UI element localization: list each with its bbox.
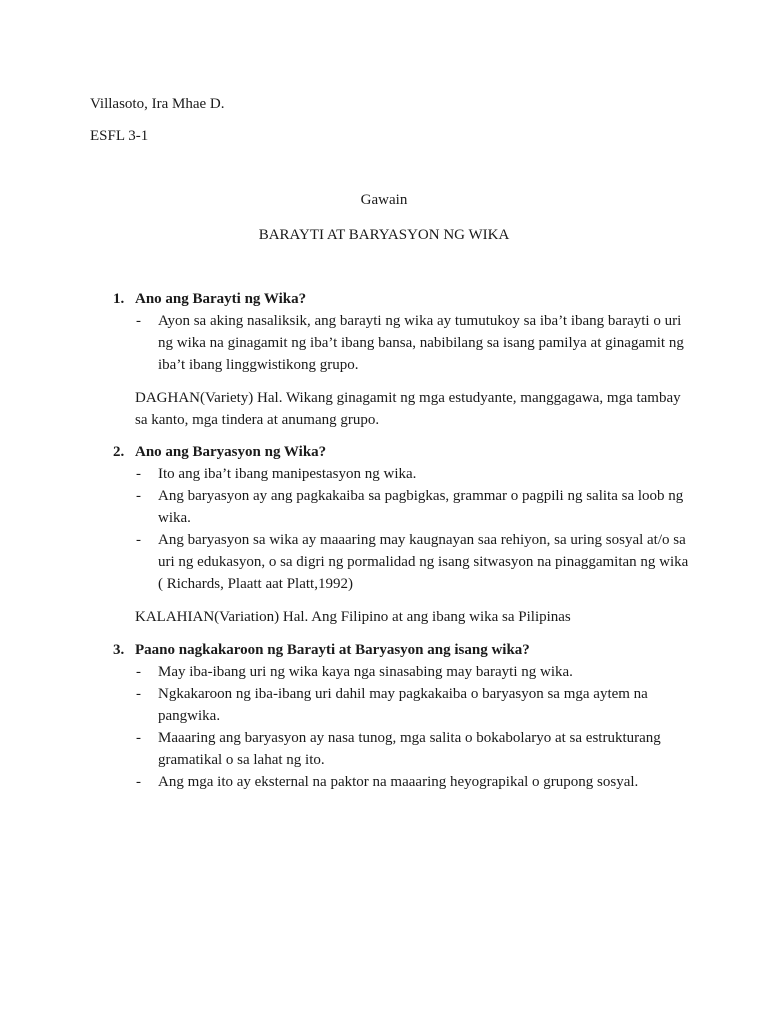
list-item: - Maaaring ang baryasyon ay nasa tunog, mga salita o bokabolaryo at sa estrukturang gramatikal o sa lahat ng ito. [136, 730, 661, 768]
answer-text: May iba-ibang uri ng wika kaya nga sinasabing may barayti ng wika. [158, 664, 573, 680]
question-text: Ano ang Barayti ng Wika? [135, 291, 307, 307]
list-item: - Ito ang iba’t ibang manipestasyon ng wika. [136, 466, 417, 482]
question-3 [113, 639, 693, 793]
activity-label: Gawain [360, 192, 408, 208]
question-number: 1. [113, 291, 125, 307]
answer-text: Ayon sa aking nasaliksik, ang barayti ng wika ay tumutukoy sa iba’t ibang barayti o uri ng wika na ginagamit ng iba’t ibang bansa, nabibilang sa isang pamilya at ginagamit ng iba’t ibang linggwistikong grupo. [158, 313, 684, 373]
list-item: - Ayon sa aking nasaliksik, ang barayti ng wika ay tumutukoy sa iba’t ibang barayti o uri ng wika na ginagamit ng iba’t ibang bansa, nabibilang sa isang pamilya at ginagamit ng iba’t ibang linggwistikong grupo. [136, 313, 684, 373]
question-text: Paano nagkakaroon ng Barayti at Baryasyon ang isang wika? [135, 642, 530, 658]
class-section: ESFL 3-1 [90, 128, 149, 144]
list-item: - Ang mga ito ay eksternal na paktor na maaaring heyograpikal o grupong sosyal. [136, 774, 639, 790]
list-item: - Ang baryasyon sa wika ay maaaring may kaugnayan saa rehiyon, sa uring sosyal at/o sa uri ng edukasyon, o sa digri ng pormalidad ng isang sitwasyon na pinaggamitan ng wika ( Richards, Plaatt aat Platt,1992) [136, 532, 689, 592]
answer-text: Maaaring ang baryasyon ay nasa tunog, mga salita o bokabolaryo at sa estrukturang gramatikal o sa lahat ng ito. [158, 730, 661, 768]
answer-list [113, 661, 693, 793]
answer-text: Ang mga ito ay eksternal na paktor na maaaring heyograpikal o grupong sosyal. [158, 774, 639, 790]
answer-text: Ngkakaroon ng iba-ibang uri dahil may pagkakaiba o baryasyon sa mga aytem na pangwika. [158, 686, 648, 724]
question-text: Ano ang Baryasyon ng Wika? [135, 444, 327, 460]
answer-text: Ang baryasyon ay ang pagkakaiba sa pagbigkas, grammar o pagpili ng salita sa loob ng wika. [158, 488, 684, 526]
question-number: 3. [113, 642, 125, 658]
question-2 [113, 441, 693, 595]
question-heading [113, 639, 693, 661]
list-item: - Ngkakaroon ng iba-ibang uri dahil may pagkakaiba o baryasyon sa mga aytem na pangwika. [136, 686, 648, 724]
list-item: - Ang baryasyon ay ang pagkakaiba sa pagbigkas, grammar o pagpili ng salita sa loob ng wika. [136, 488, 684, 526]
document-title: BARAYTI AT BARYASYON NG WIKA [258, 227, 510, 243]
example-note-1: DAGHAN(Variety) Hal. Wikang ginagamit ng mga estudyante, manggagawa, mga tambay sa kanto, mga tindera at anumang grupo. [135, 390, 681, 428]
list-item: - May iba-ibang uri ng wika kaya nga sinasabing may barayti ng wika. [136, 664, 573, 680]
question-heading [113, 288, 693, 310]
answer-text: Ito ang iba’t ibang manipestasyon ng wika. [158, 466, 417, 482]
example-note-2: KALAHIAN(Variation) Hal. Ang Filipino at ang ibang wika sa Pilipinas [135, 609, 571, 625]
answer-list [113, 463, 693, 595]
answer-list [113, 310, 693, 376]
question-1 [113, 288, 693, 376]
question-number: 2. [113, 444, 125, 460]
author-name: Villasoto, Ira Mhae D. [90, 96, 225, 112]
answer-text: Ang baryasyon sa wika ay maaaring may kaugnayan saa rehiyon, sa uring sosyal at/o sa uri ng edukasyon, o sa digri ng pormalidad ng isang sitwasyon na pinaggamitan ng wika ( Richards, Plaatt aat Platt,1992) [158, 532, 689, 592]
question-heading [113, 441, 693, 463]
